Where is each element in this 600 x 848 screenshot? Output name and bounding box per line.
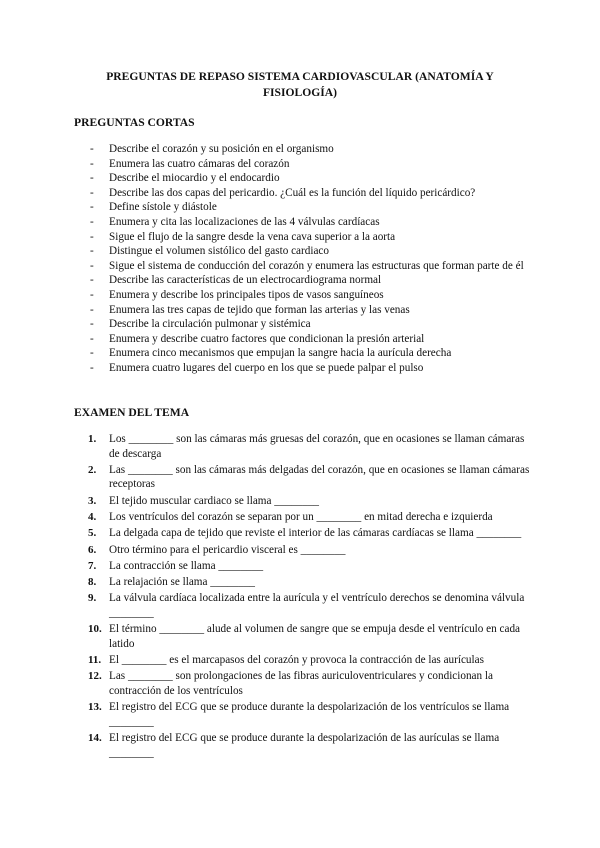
short-question-item: - Enumera las tres capas de tejido que forman las arterias y las venas [90, 303, 540, 318]
exam-question-number: 1. [88, 433, 97, 445]
short-question-item: - Describe la circulación pulmonar y sistémica [90, 317, 540, 332]
exam-questions-list [88, 432, 533, 762]
exam-question-number: 7. [88, 559, 97, 572]
exam-question-text: El ________ es el marcapasos del corazón y provoca la contracción de las aurículas [109, 654, 484, 667]
exam-question-text: El registro del ECG que se produce durante la despolarización de los ventrículos se llama ________ [109, 701, 510, 728]
exam-question-text: Las ________ son las cámaras más delgadas del corazón, que en ocasiones se llaman cámaras receptoras [109, 463, 530, 491]
exam-question-text: El tejido muscular cardiaco se llama ________ [109, 494, 320, 507]
exam-question-text: Los ________ son las cámaras más gruesas del corazón, que en ocasiones se llaman cámaras de descarga [109, 433, 525, 460]
exam-question-text: Otro término para el pericardio visceral es ________ [109, 543, 346, 556]
exam-question-text: El término ________ alude al volumen de sangre que se empuja desde el ventrículo en cada latido [109, 623, 521, 650]
short-question-item: - Enumera y describe cuatro factores que condicionan la presión arterial [90, 332, 540, 347]
exam-question-text: Las ________ son prolongaciones de las fibras auriculoventriculares y condicionan la contracción de los ventrículos [109, 670, 493, 698]
exam-question-item [88, 543, 533, 558]
exam-question-item [88, 526, 533, 541]
exam-question-item [88, 510, 533, 525]
exam-question-number: 14. [88, 732, 102, 745]
exam-question-item [88, 432, 533, 461]
short-question-item: - Enumera cuatro lugares del cuerpo en los que se puede palpar el pulso [90, 361, 540, 376]
exam-question-item [88, 700, 533, 729]
exam-question-text: La delgada capa de tejido que reviste el interior de las cámaras cardíacas se llama ________ [109, 527, 522, 540]
exam-question-item [88, 731, 533, 760]
short-question-item: - Define sístole y diástole [90, 200, 540, 215]
short-question-item: - Describe el miocardio y el endocardio [90, 171, 540, 186]
short-question-item: - Sigue el flujo de la sangre desde la vena cava superior a la aorta [90, 230, 540, 245]
exam-question-number: 3. [88, 494, 97, 507]
short-question-item: - Distingue el volumen sistólico del gasto cardiaco [90, 244, 540, 259]
exam-question-item [88, 591, 533, 620]
exam-question-number: 11. [88, 654, 102, 667]
exam-question-item [88, 463, 533, 492]
exam-question-item [88, 653, 533, 668]
exam-question-number: 12. [88, 670, 102, 683]
exam-question-item [88, 494, 533, 509]
exam-question-number: 4. [88, 511, 97, 524]
exam-question-number: 13. [88, 701, 102, 714]
short-questions-heading: PREGUNTAS CORTAS [74, 116, 195, 129]
short-questions-list [90, 142, 540, 376]
short-question-item: - Describe las características de un electrocardiograma normal [90, 273, 540, 288]
short-question-item: - Enumera cinco mecanismos que empujan la sangre hacia la aurícula derecha [90, 346, 540, 361]
exam-question-text: La contracción se llama ________ [109, 559, 264, 572]
exam-question-text: El registro del ECG que se produce durante la despolarización de las aurículas se llama ________ [109, 732, 500, 759]
exam-question-number: 9. [88, 592, 97, 605]
exam-question-text: La relajación se llama ________ [109, 576, 256, 589]
exam-question-number: 8. [88, 576, 97, 589]
document-title: PREGUNTAS DE REPASO SISTEMA CARDIOVASCULAR (ANATOMÍA Y FISIOLOGÍA) [106, 70, 494, 99]
exam-question-text: Los ventrículos del corazón se separan por un ________ en mitad derecha e izquierda [109, 511, 493, 524]
short-question-item: - Describe el corazón y su posición en el organismo [90, 142, 540, 157]
short-question-item: - Describe las dos capas del pericardio. ¿Cuál es la función del líquido pericárdico? [90, 186, 540, 201]
exam-question-number: 6. [88, 543, 97, 556]
short-question-item: - Enumera las cuatro cámaras del corazón [90, 157, 540, 172]
exam-question-number: 2. [88, 463, 97, 476]
short-question-item: - Enumera y cita las localizaciones de las 4 válvulas cardíacas [90, 215, 540, 230]
exam-question-text: La válvula cardíaca localizada entre la aurícula y el ventrículo derechos se denomina válvula ________ [109, 592, 525, 620]
exam-question-number: 5. [88, 527, 97, 540]
exam-question-item [88, 669, 533, 698]
exam-question-item [88, 622, 533, 651]
exam-question-item [88, 559, 533, 574]
exam-heading: EXAMEN DEL TEMA [74, 406, 190, 419]
exam-question-number: 10. [88, 623, 102, 636]
short-question-item: - Enumera y describe los principales tipos de vasos sanguíneos [90, 288, 540, 303]
exam-question-item [88, 575, 533, 590]
short-question-item: - Sigue el sistema de conducción del corazón y enumera las estructuras que forman parte de él [90, 259, 540, 274]
